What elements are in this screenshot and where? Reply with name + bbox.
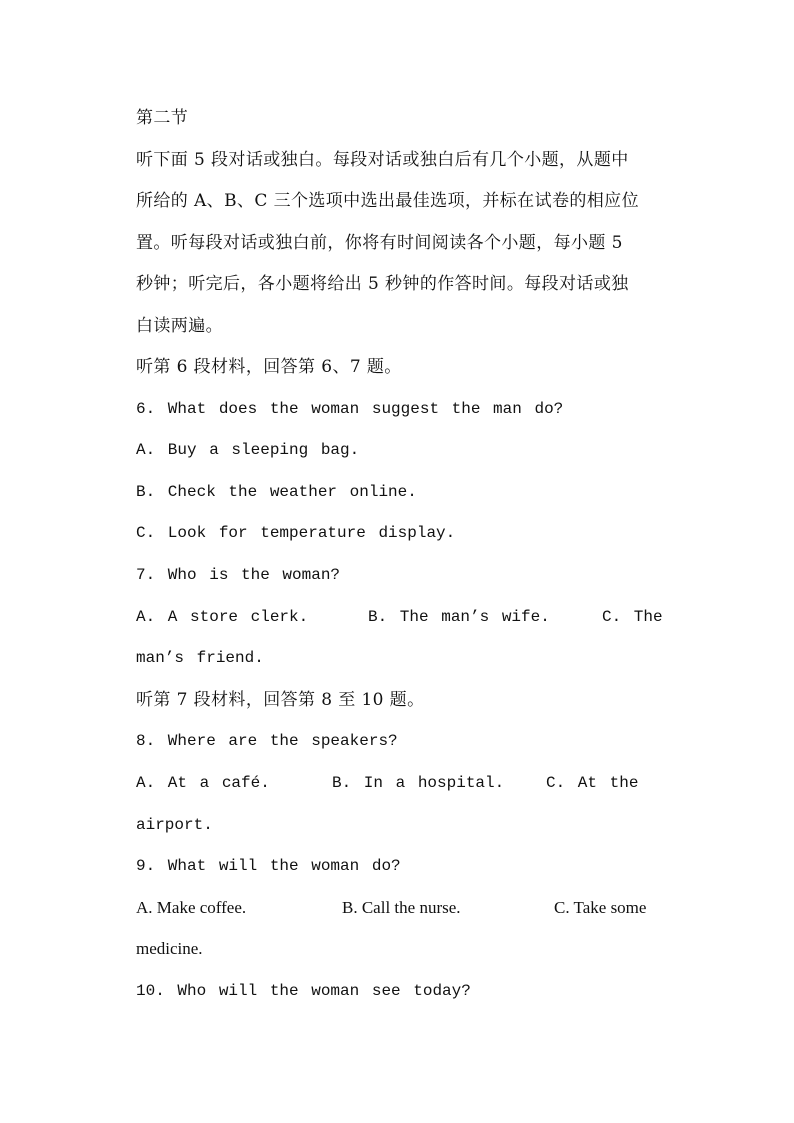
instruction-line-1: 听下面 5 段对话或独白。每段对话或独白后有几个小题，从题中 <box>136 150 629 170</box>
question-7: 7. Who is the woman? <box>136 566 341 584</box>
question-9-option-c-continued: medicine. <box>136 939 203 958</box>
question-6-option-c: C. Look for temperature display. <box>136 524 456 542</box>
question-7-option-c: C. The <box>602 608 663 626</box>
question-8-options-row <box>136 771 660 795</box>
question-8-option-c-continued: airport. <box>136 816 213 834</box>
question-10: 10. Who will the woman see today? <box>136 982 471 1000</box>
question-9: 9. What will the woman do? <box>136 857 401 875</box>
question-6: 6. What does the woman suggest the man do? <box>136 400 564 418</box>
section-title: 第二节 <box>136 108 189 128</box>
question-7-option-b: B. The man’s wife. <box>368 608 550 626</box>
material-6-heading: 听第 6 段材料，回答第 6、7 题。 <box>136 357 402 377</box>
material-7-heading: 听第 7 段材料，回答第 8 至 10 题。 <box>136 690 425 710</box>
question-6-option-b: B. Check the weather online. <box>136 483 417 501</box>
instruction-line-4: 秒钟；听完后，各小题将给出 5 秒钟的作答时间。每段对话或独 <box>136 274 629 294</box>
instruction-line-2: 所给的 A、B、C 三个选项中选出最佳选项，并标在试卷的相应位 <box>136 191 639 211</box>
question-8-option-b: B. In a hospital. <box>332 774 505 792</box>
question-9-option-c: C. Take some <box>554 898 647 917</box>
instruction-line-3: 置。听每段对话或独白前，你将有时间阅读各个小题，每小题 5 <box>136 233 623 253</box>
question-7-options-row <box>136 605 663 629</box>
question-9-options-row <box>136 896 660 920</box>
question-8: 8. Where are the speakers? <box>136 732 398 750</box>
question-6-option-a: A. Buy a sleeping bag. <box>136 441 360 459</box>
question-9-option-a: A. Make coffee. <box>136 898 247 917</box>
question-8-option-a: A. At a café. <box>136 774 270 792</box>
question-8-option-c: C. At the <box>546 774 639 792</box>
question-9-option-b: B. Call the nurse. <box>342 898 461 917</box>
question-7-option-a: A. A store clerk. <box>136 608 309 626</box>
question-7-option-c-continued: man’s friend. <box>136 649 264 667</box>
instruction-line-5: 白读两遍。 <box>136 316 223 336</box>
